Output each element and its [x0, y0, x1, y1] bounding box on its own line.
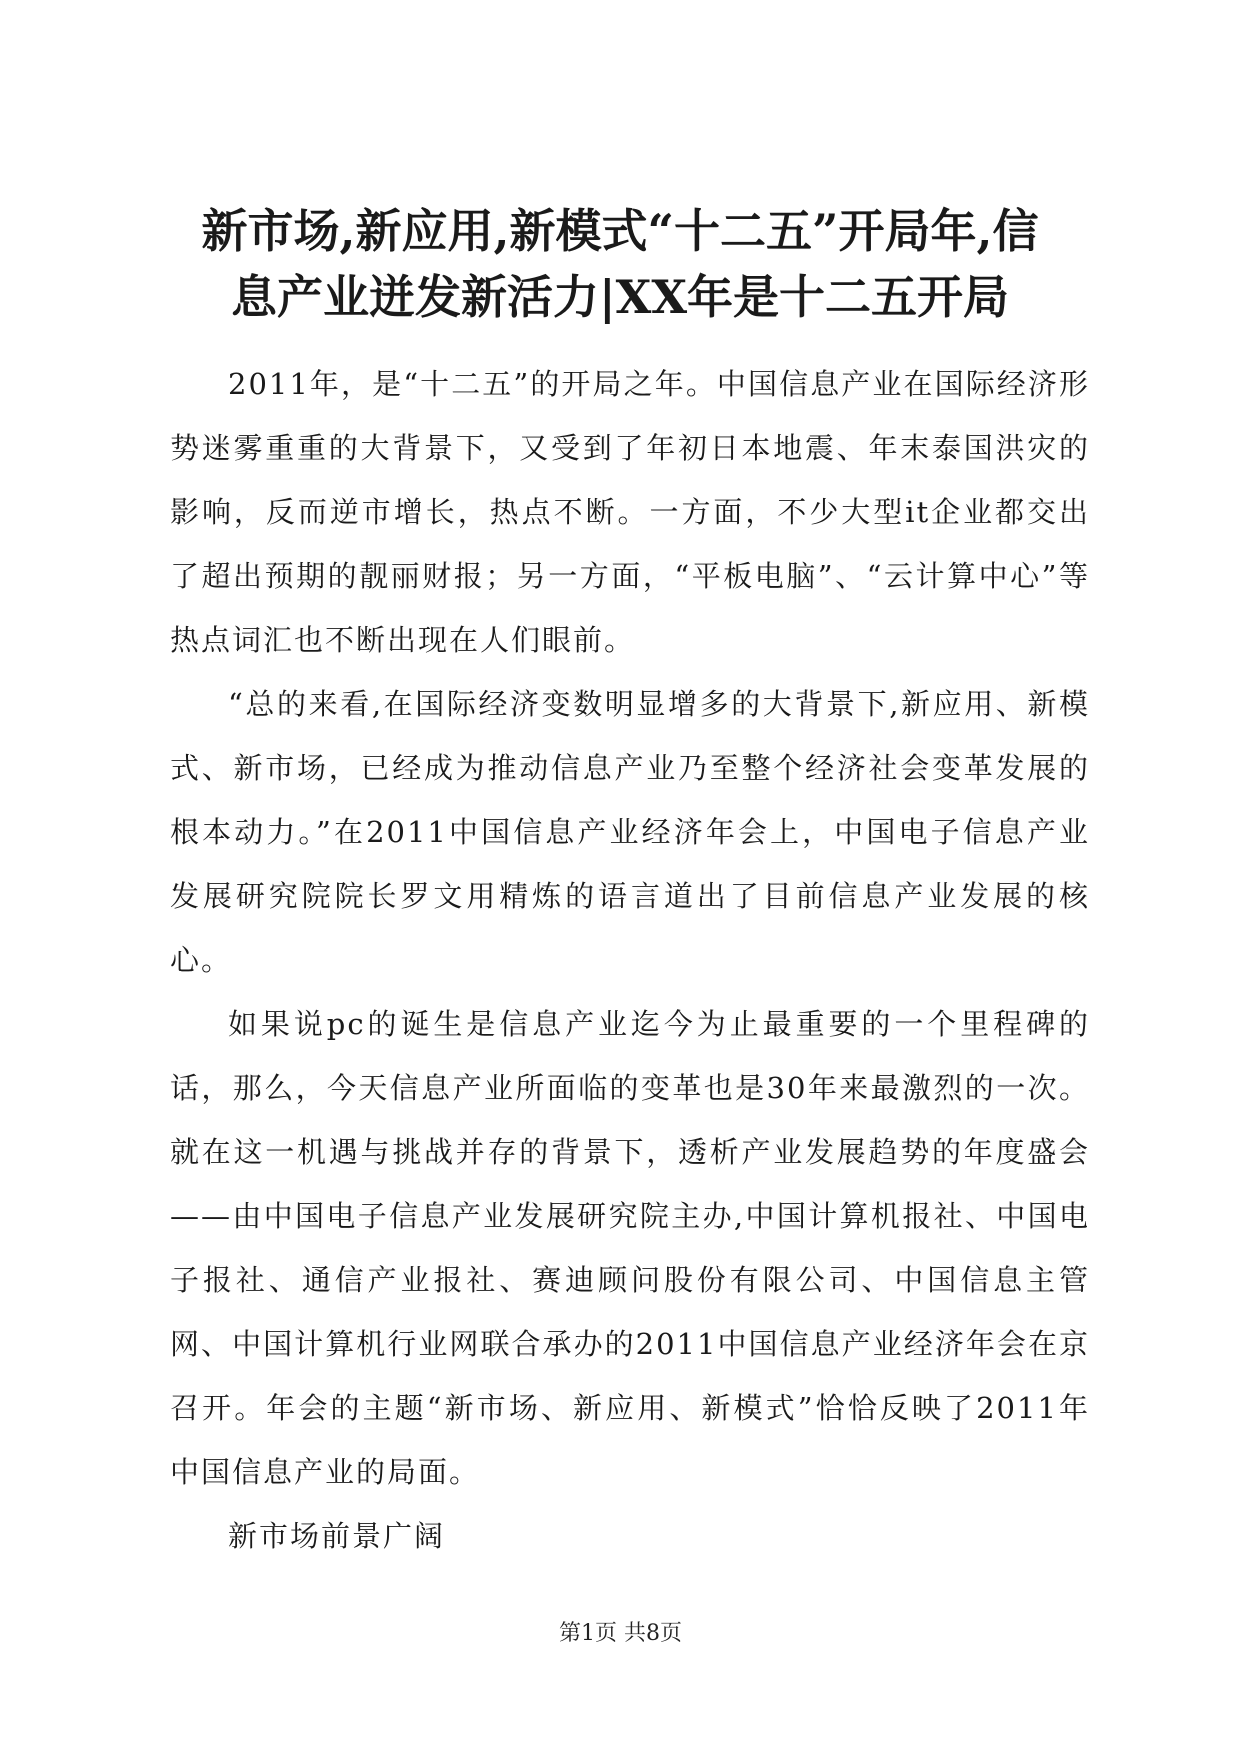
paragraph-1: 2011年，是“十二五”的开局之年。中国信息产业在国际经济形势迷雾重重的大背景下，又受到了年初日本地震、年末泰国洪灾的影响，反而逆市增长，热点不断。一方面，不少大型it企业都交出了超出预期的靓丽财报；另一方面，“平板电脑”、“云计算中心”等热点词汇也不断出现在人们眼前。: [170, 367, 1090, 657]
document-body: [170, 352, 1090, 1568]
document-title: [160, 198, 1080, 330]
paragraph-2: “总的来看,在国际经济变数明显增多的大背景下,新应用、新模式、新市场，已经成为推动信息产业乃至整个经济社会变革发展的根本动力。”在2011中国信息产业经济年会上，中国电子信息产业发展研究院院长罗文用精炼的语言道出了目前信息产业发展的核心。: [170, 687, 1090, 977]
paragraph-3: 如果说pc的诞生是信息产业迄今为止最重要的一个里程碑的话，那么，今天信息产业所面临的变革也是30年来最激烈的一次。就在这一机遇与挑战并存的背景下，透析产业发展趋势的年度盛会——由中国电子信息产业发展研究院主办,中国计算机报社、中国电子报社、通信产业报社、赛迪顾问股份有限公司、中国信息主管网、中国计算机行业网联合承办的2011中国信息产业经济年会在京召开。年会的主题“新市场、新应用、新模式”恰恰反映了2011年中国信息产业的局面。: [170, 1007, 1090, 1489]
title-line-2: 息产业迸发新活力|XX年是十二五开局: [230, 270, 1010, 324]
page-number: 第1页 共8页: [559, 1621, 682, 1646]
title-line-1: 新市场,新应用,新模式“十二五”开局年,信: [201, 204, 1039, 258]
section-heading: 新市场前景广阔: [228, 1519, 446, 1553]
